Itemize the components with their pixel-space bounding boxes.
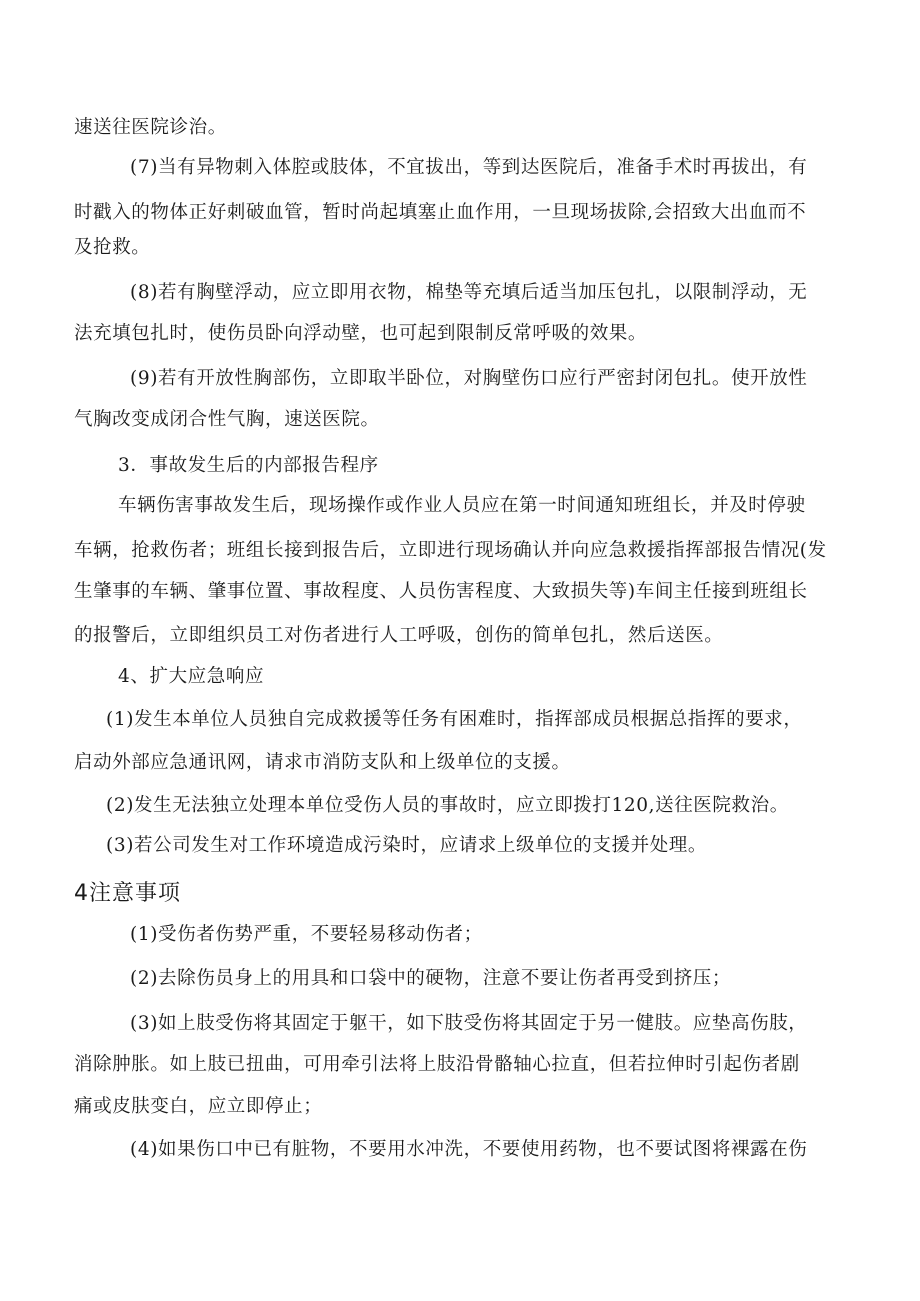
text-line: 生肇事的车辆、肇事位置、事故程度、人员伤害程度、大致损失等)车间主任接到班组长 (74, 581, 808, 602)
text-line: (4)如果伤口中已有脏物，不要用水冲洗，不要使用药物，也不要试图将裸露在伤 (130, 1139, 808, 1160)
text-line: (3)如上肢受伤将其固定于躯干，如下肢受伤将其固定于另一健肢。应垫高伤肢， (130, 1013, 808, 1034)
text-line: 及抢救。 (74, 237, 151, 258)
text-line: (1)受伤者伤势严重，不要轻易移动伤者； (130, 924, 483, 945)
text-line: 痛或皮肤变白，应立即停止； (74, 1096, 323, 1117)
text-line: 的报警后，立即组织员工对伤者进行人工呼吸，创伤的简单包扎，然后送医。 (74, 625, 724, 646)
section-heading: 4、扩大应急响应 (118, 666, 265, 687)
section-heading: 3．事故发生后的内部报告程序 (118, 455, 379, 476)
text-line: (8)若有胸壁浮动，应立即用衣物，棉垫等充填后适当加压包扎，以限制浮动，无 (130, 282, 808, 303)
text-line: 消除肿胀。如上肢已扭曲，可用牵引法将上肢沿骨骼轴心拉直，但若拉伸时引起伤者剧 (74, 1054, 800, 1075)
text-line: 车辆伤害事故发生后，现场操作或作业人员应在第一时间通知班组长，并及时停驶 (118, 495, 806, 516)
text-line: 启动外部应急通讯网，请求市消防支队和上级单位的支援。 (74, 752, 571, 773)
text-line: 时戳入的物体正好刺破血管，暂时尚起填塞止血作用，一旦现场拔除,会招致大出血而不 (74, 202, 807, 223)
text-line: 气胸改变成闭合性气胸，速送医院。 (74, 409, 380, 430)
text-line: (1)发生本单位人员独自完成救援等任务有困难时，指挥部成员根据总指挥的要求， (106, 709, 803, 730)
text-line: 法充填包扎时，使伤员卧向浮动壁，也可起到限制反常呼吸的效果。 (74, 323, 648, 344)
text-line: (2)去除伤员身上的用具和口袋中的硬物，注意不要让伤者再受到挤压； (130, 968, 732, 989)
section-title: 4注意事项 (74, 881, 181, 906)
text-line: (2)发生无法独立处理本单位受伤人员的事故时，应立即拨打120,送往医院救治。 (106, 795, 789, 816)
text-line: (9)若有开放性胸部伤，立即取半卧位，对胸壁伤口应行严密封闭包扎。使开放性 (130, 368, 808, 389)
text-line: 车辆，抢救伤者；班组长接到报告后，立即进行现场确认并向应急救援指挥部报告情况(发 (74, 540, 827, 561)
text-line: (7)当有异物刺入体腔或肢体，不宜拔出，等到达医院后，准备手术时再拔出，有 (130, 157, 808, 178)
text-line: (3)若公司发生对工作环境造成污染时，应请求上级单位的支援并处理。 (106, 835, 708, 856)
text-line: 速送往医院诊治。 (74, 117, 227, 138)
